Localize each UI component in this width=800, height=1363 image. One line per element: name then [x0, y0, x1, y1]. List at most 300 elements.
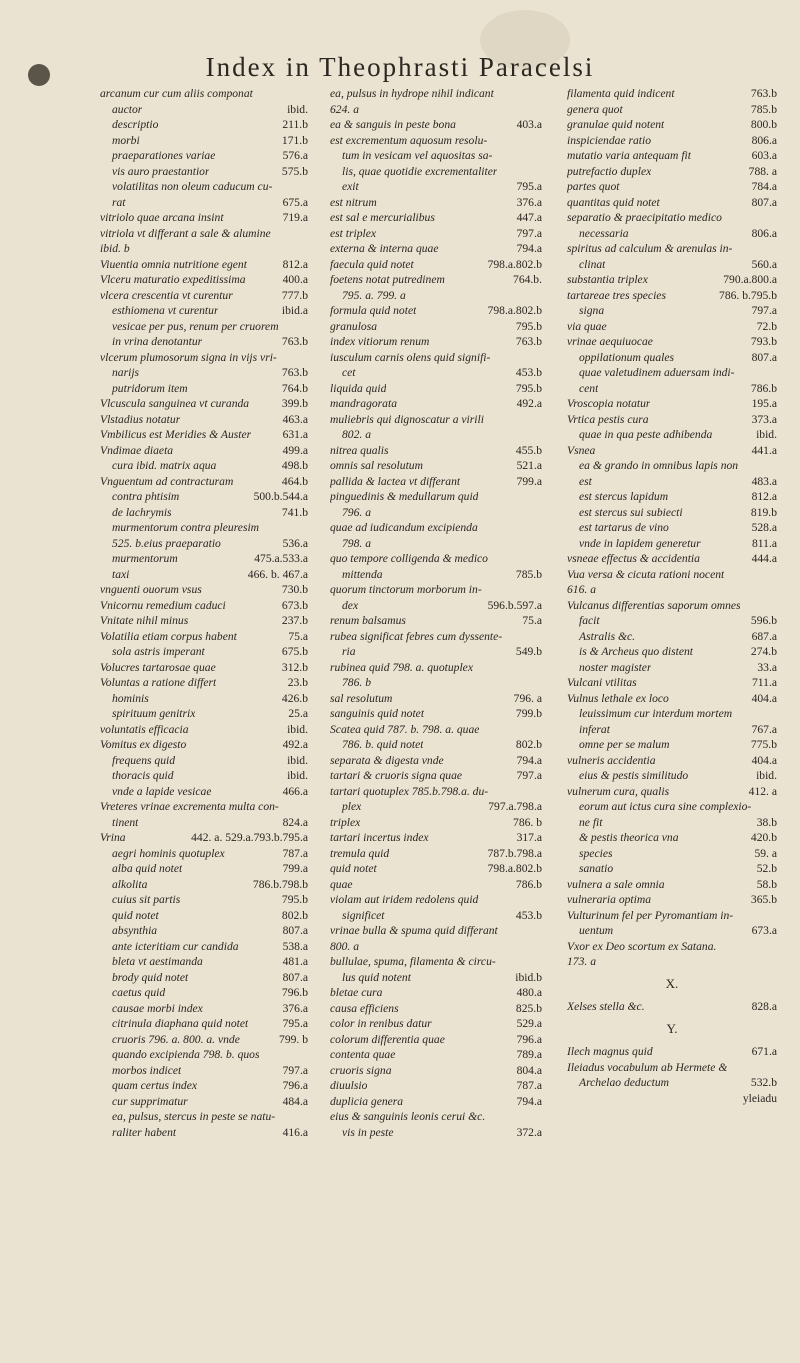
index-entry [330, 179, 542, 195]
index-entry [330, 381, 542, 397]
index-entry [567, 1060, 777, 1076]
entry-page-ref: 372.a [516, 1125, 542, 1139]
index-entry [567, 210, 777, 226]
entry-page-ref: 787.b.798.a [487, 846, 542, 860]
entry-term: faecula quid notet [330, 257, 414, 271]
index-entry [100, 350, 308, 366]
entry-term: cruoris 796. a. 800. a. vnde [112, 1032, 240, 1046]
index-entry [100, 474, 308, 490]
entry-term: est triplex [330, 226, 377, 240]
index-entry [567, 148, 777, 164]
entry-page-ref: 528.a [751, 521, 777, 534]
entry-term: Viuentia omnia nutritione egent [100, 257, 247, 271]
index-entry [330, 1109, 542, 1125]
index-entry [100, 303, 308, 319]
entry-term: 624. a [330, 102, 359, 116]
index-entry [100, 567, 308, 583]
entry-page-ref: 484.a [282, 1094, 308, 1108]
index-entry [567, 846, 777, 862]
index-entry [567, 613, 777, 629]
index-entry [330, 1032, 542, 1048]
entry-term: 795. a. 799. a [342, 288, 406, 302]
entry-page-ref: 75.a [522, 614, 542, 627]
index-entry [100, 768, 308, 784]
entry-term: quid notet [112, 908, 159, 922]
entry-page-ref: 796.a [516, 1032, 542, 1046]
index-entry [100, 334, 308, 350]
index-entry [330, 908, 542, 924]
index-entry [330, 660, 542, 676]
entry-page-ref: 481.a [282, 955, 308, 968]
entry-page-ref: 404.a [751, 691, 777, 705]
entry-page-ref: 797.a [751, 304, 777, 317]
entry-term: esthiomena vt curentur [112, 304, 219, 317]
index-entry [100, 830, 308, 846]
index-entry [330, 613, 542, 629]
entry-term: alba quid notet [112, 862, 183, 875]
index-entry [567, 381, 777, 397]
entry-page-ref: 52.b [756, 862, 777, 875]
index-entry [100, 86, 308, 102]
entry-page-ref: 25.a [288, 707, 308, 720]
index-entry [100, 923, 308, 939]
entry-term: voluntatis efficacia [100, 722, 189, 736]
entry-term: mandragorata [330, 397, 397, 410]
entry-term: 798. a [342, 536, 371, 550]
index-entry [100, 226, 308, 242]
index-entry [330, 288, 542, 304]
index-entry [567, 427, 777, 443]
entry-term: vsneae effectus & accidentia [567, 552, 700, 565]
entry-page-ref: 807.a [282, 970, 308, 984]
entry-term: tinent [112, 815, 139, 829]
index-entry [567, 520, 777, 536]
index-entry [567, 1075, 777, 1091]
index-entry [330, 102, 542, 118]
entry-page-ref: 795.a [282, 1017, 308, 1030]
index-entry [330, 799, 542, 815]
entry-term: spirituum genitrix [112, 707, 196, 720]
index-entry [567, 598, 777, 614]
entry-term: vnde a lapide vesicae [112, 784, 212, 798]
entry-page-ref: 376.a [282, 1001, 308, 1015]
entry-page-ref: 675.a [282, 195, 308, 209]
entry-term: Vrina [100, 831, 126, 844]
entry-page-ref: 404.a [751, 753, 777, 767]
entry-page-ref: 763.b [281, 366, 308, 379]
entry-term: Voluntas a ratione differt [100, 676, 217, 689]
index-entry [330, 505, 542, 521]
entry-term: sal resolutum [330, 691, 393, 705]
entry-term: Vndimae diaeta [100, 443, 174, 457]
entry-term: bullulae, spuma, filamenta & circu- [330, 955, 496, 968]
entry-term: alkolita [112, 877, 148, 891]
index-entry [567, 908, 777, 924]
entry-page-ref: 786.b [515, 877, 542, 891]
entry-term: colorum differentia quae [330, 1032, 445, 1046]
entry-term: arcanum cur cum aliis componat [100, 87, 253, 100]
index-entry [330, 954, 542, 970]
entry-term: tartari incertus index [330, 831, 429, 844]
entry-term: separata & digesta vnde [330, 753, 444, 767]
entry-page-ref: 416.a [282, 1125, 308, 1139]
entry-term: ibid. b [100, 242, 130, 255]
entry-term: genera quot [567, 102, 623, 116]
index-entry [330, 334, 542, 350]
index-entry [567, 319, 777, 335]
entry-term: violam aut iridem redolens quid [330, 893, 479, 906]
entry-term: vrinae bulla & spuma quid differant [330, 924, 498, 937]
entry-page-ref: ibid. [756, 769, 777, 782]
entry-term: foetens notat putredinem [330, 273, 445, 286]
entry-page-ref: 787.a [516, 1079, 542, 1092]
entry-term: cura ibid. matrix aqua [112, 459, 217, 472]
index-entry [100, 722, 308, 738]
entry-term: substantia triplex [567, 273, 648, 286]
entry-term: morbos indicet [112, 1063, 182, 1077]
index-entry [567, 396, 777, 412]
index-entry [567, 474, 777, 490]
entry-term: vis auro praestantior [112, 164, 210, 178]
index-entry [330, 226, 542, 242]
entry-term: 786. b. quid notet [342, 738, 424, 751]
entry-page-ref: 799.b [515, 707, 542, 720]
entry-term: vis in peste [342, 1125, 394, 1139]
entry-page-ref: ibid. [287, 102, 308, 116]
index-entry [567, 675, 777, 691]
entry-page-ref: 798.a.802.b [487, 862, 542, 875]
entry-term: nitrea qualis [330, 443, 389, 457]
entry-term: lis, quae quotidie excrementaliter [342, 164, 498, 178]
index-entry [100, 365, 308, 381]
index-entry [330, 768, 542, 784]
index-entry [100, 412, 308, 428]
entry-term: 800. a [330, 939, 359, 953]
index-entry [100, 489, 308, 505]
index-entry [567, 489, 777, 505]
index-column-2 [330, 86, 542, 1140]
entry-term: contenta quae [330, 1048, 396, 1061]
index-entry [100, 1047, 308, 1063]
entry-term: frequens quid [112, 753, 176, 767]
entry-term: spiritus ad calculum & arenulas in- [567, 242, 733, 255]
index-entry [567, 133, 777, 149]
entry-term: vitriolo quae arcana insint [100, 211, 224, 224]
entry-page-ref: 784.a [751, 180, 777, 193]
entry-page-ref: 33.a [757, 660, 777, 674]
entry-term: rubinea quid 798. a. quotuplex [330, 660, 473, 674]
index-entry [330, 939, 542, 955]
entry-term: sanguinis quid notet [330, 707, 425, 720]
entry-page-ref: 442. a. 529.a.793.b.795.a [191, 831, 308, 844]
index-column-1 [100, 86, 308, 1140]
index-entry [330, 706, 542, 722]
entry-page-ref: 399.b [281, 397, 308, 410]
entry-page-ref: 529.a [516, 1017, 542, 1030]
entry-term: eius & pestis similitudo [579, 769, 689, 782]
entry-page-ref: 483.a [751, 474, 777, 488]
entry-page-ref: 795.b [281, 893, 308, 906]
entry-term: quo tempore colligenda & medico [330, 552, 488, 565]
entry-page-ref: 536.a [282, 536, 308, 550]
index-entry [100, 319, 308, 335]
entry-page-ref: 464.b [281, 474, 308, 488]
entry-page-ref: 466.a [282, 784, 308, 798]
entry-page-ref: 59. a [754, 846, 777, 860]
entry-term: Vulcanus differentias saporum omnes [567, 598, 741, 612]
index-entry [100, 598, 308, 614]
entry-term: liquida quid [330, 381, 387, 395]
entry-page-ref: 376.a [516, 195, 542, 209]
index-entry [567, 179, 777, 195]
entry-term: bleta vt aestimanda [112, 955, 203, 968]
entry-term: oppilationum quales [579, 350, 675, 364]
entry-page-ref: 819.b [750, 505, 777, 519]
entry-page-ref: 237.b [281, 614, 308, 627]
index-entry [567, 1091, 777, 1107]
index-entry [330, 598, 542, 614]
index-entry [567, 660, 777, 676]
index-entry [100, 861, 308, 877]
entry-term: 616. a [567, 583, 596, 596]
index-entry [567, 753, 777, 769]
index-entry [330, 815, 542, 831]
index-entry [330, 1001, 542, 1017]
index-entry [330, 443, 542, 459]
entry-page-ref: 576.a [282, 149, 308, 162]
entry-page-ref: 788. a [748, 164, 777, 178]
index-entry [100, 458, 308, 474]
entry-page-ref: 785.b [750, 102, 777, 116]
entry-page-ref: 767.a [751, 722, 777, 736]
entry-page-ref: 811.a [751, 536, 777, 550]
entry-term: est stercus sui subiecti [579, 505, 683, 519]
index-entry [567, 799, 777, 815]
entry-term: Vlstadius notatur [100, 412, 181, 426]
entry-term: eorum aut ictus cura sine complexio- [579, 800, 752, 813]
entry-page-ref: 786. b [513, 815, 542, 829]
index-entry [100, 784, 308, 800]
entry-page-ref: yleiadu [742, 1091, 777, 1105]
entry-term: 802. a [342, 428, 371, 441]
entry-term: brody quid notet [112, 970, 189, 984]
entry-term: 173. a [567, 955, 596, 968]
entry-page-ref: 596.b.597.a [487, 598, 542, 612]
entry-term: index vitiorum renum [330, 335, 430, 348]
entry-page-ref: 447.a [516, 211, 542, 224]
index-entry [567, 102, 777, 118]
index-entry [330, 257, 542, 273]
index-entry [567, 999, 777, 1015]
entry-term: thoracis quid [112, 769, 174, 782]
entry-page-ref: 764.b [281, 381, 308, 395]
entry-term: Vroscopia notatur [567, 397, 651, 410]
index-entry [567, 567, 777, 583]
entry-term: causa efficiens [330, 1001, 399, 1015]
entry-term: descriptio [112, 118, 159, 131]
index-entry [567, 164, 777, 180]
entry-term: muliebris qui dignoscatur a virili [330, 412, 484, 426]
entry-page-ref: 492.a [282, 738, 308, 751]
entry-term: Ilech magnus quid [567, 1045, 653, 1058]
entry-term: pinguedinis & medullarum quid [330, 490, 479, 503]
entry-page-ref: 532.b [750, 1076, 777, 1089]
index-entry [330, 877, 542, 893]
index-entry [330, 892, 542, 908]
entry-term: via quae [567, 319, 607, 333]
entry-term: triplex [330, 815, 361, 829]
entry-term: Vulnus lethale ex loco [567, 691, 669, 705]
entry-term: iusculum carnis olens quid signifi- [330, 350, 491, 364]
entry-page-ref: 480.a [516, 986, 542, 999]
entry-term: & pestis theorica vna [579, 831, 679, 844]
entry-term: formula quid notet [330, 304, 417, 317]
index-entry [100, 148, 308, 164]
entry-page-ref: 675.b [281, 645, 308, 658]
entry-term: necessaria [579, 226, 629, 240]
entry-term: Vrtica pestis cura [567, 412, 649, 426]
entry-term: cur supprimatur [112, 1094, 188, 1108]
entry-term: Vulturinum fel per Pyromantiam in- [567, 908, 734, 922]
index-entry [330, 458, 542, 474]
entry-page-ref: 802.b [281, 908, 308, 922]
entry-term: Vua versa & cicuta rationi nocent [567, 567, 725, 581]
entry-term: putridorum item [112, 381, 188, 395]
index-entry [330, 133, 542, 149]
entry-term: sola astris imperant [112, 645, 205, 658]
entry-term: sanatio [579, 862, 614, 875]
index-entry [100, 1094, 308, 1110]
entry-term: Astralis &c. [579, 629, 636, 643]
entry-term: contra phtisim [112, 490, 180, 503]
index-entry [100, 908, 308, 924]
entry-page-ref: 23.b [287, 676, 308, 689]
entry-page-ref: 463.a [282, 412, 308, 426]
entry-term: est tartarus de vino [579, 521, 669, 534]
entry-page-ref: 171.b [281, 133, 308, 147]
entry-page-ref: 492.a [516, 397, 542, 410]
entry-page-ref: 807.a [751, 350, 777, 364]
entry-term: aegri hominis quotuplex [112, 846, 225, 860]
index-entry [100, 1016, 308, 1032]
entry-page-ref: 828.a [751, 1000, 777, 1013]
entry-page-ref: 777.b [281, 288, 308, 302]
index-entry [330, 861, 542, 877]
entry-page-ref: 38.b [756, 815, 777, 829]
entry-term: partes quot [567, 180, 620, 193]
entry-term: vnde in lapidem generetur [579, 536, 701, 550]
index-entry [567, 350, 777, 366]
index-entry [567, 536, 777, 552]
entry-term: vitriola vt differant a sale & alumine [100, 226, 271, 240]
entry-page-ref: 687.a [751, 629, 777, 643]
index-entry [567, 768, 777, 784]
index-entry [567, 195, 777, 211]
entry-term: morbi [112, 133, 140, 147]
entry-term: 796. a [342, 505, 371, 519]
entry-page-ref: 800.b [750, 118, 777, 131]
index-entry [330, 272, 542, 288]
index-entry [100, 753, 308, 769]
entry-term: rat [112, 195, 126, 209]
entry-page-ref: 794.a [516, 753, 542, 767]
entry-page-ref: 373.a [751, 412, 777, 426]
index-entry [330, 691, 542, 707]
entry-page-ref: 807.a [751, 195, 777, 209]
entry-term: citrinula diaphana quid notet [112, 1017, 249, 1030]
entry-term: Vlceru maturatio expeditissima [100, 273, 246, 286]
entry-term: auctor [112, 102, 143, 116]
index-entry [330, 303, 542, 319]
entry-term: color in renibus datur [330, 1017, 432, 1030]
entry-page-ref: 521.a [516, 459, 542, 472]
index-entry [330, 567, 542, 583]
entry-page-ref: 794.a [516, 1094, 542, 1108]
index-entry [330, 1094, 542, 1110]
entry-term: lus quid notent [342, 970, 411, 984]
entry-page-ref: 797.a [516, 226, 542, 240]
entry-term: cet [342, 366, 356, 379]
entry-page-ref: 794.a [516, 242, 542, 255]
entry-term: vlcera crescentia vt curentur [100, 288, 233, 302]
entry-page-ref: 575.b [281, 164, 308, 178]
index-entry [100, 1125, 308, 1141]
index-entry [567, 954, 777, 970]
entry-term: Vnitate nihil minus [100, 614, 189, 627]
index-entry [100, 195, 308, 211]
entry-term: putrefactio duplex [567, 164, 652, 178]
entry-term: cent [579, 381, 599, 395]
entry-page-ref: 365.b [750, 893, 777, 906]
entry-term: pallida & lactea vt differant [330, 474, 461, 488]
entry-page-ref: 719.a [282, 211, 308, 224]
entry-term: mutatio varia antequam fit [567, 149, 691, 162]
entry-term: causae morbi index [112, 1001, 203, 1015]
index-entry [567, 861, 777, 877]
entry-term: leuissimum cur interdum mortem [579, 707, 733, 720]
index-entry [567, 691, 777, 707]
entry-page-ref: 802.b [515, 738, 542, 751]
entry-page-ref: 796.a [282, 1079, 308, 1092]
entry-page-ref: 795.b [515, 381, 542, 395]
index-entry [100, 939, 308, 955]
index-entry [100, 660, 308, 676]
entry-term: ea & grando in omnibus lapis non [579, 459, 739, 472]
index-entry [100, 706, 308, 722]
index-entry [330, 722, 542, 738]
index-entry [567, 272, 777, 288]
entry-term: Vlcuscula sanguinea vt curanda [100, 397, 250, 410]
index-entry [100, 737, 308, 753]
entry-page-ref: 671.a [751, 1045, 777, 1058]
entry-page-ref: 812.a [282, 257, 308, 271]
entry-page-ref: 75.a [288, 629, 308, 643]
entry-page-ref: 403.a [516, 118, 542, 131]
entry-term: est [579, 474, 592, 488]
entry-term: Scatea quid 787. b. 798. a. quae [330, 722, 480, 736]
entry-term: praeparationes variae [112, 149, 216, 162]
index-entry [100, 691, 308, 707]
entry-term: in vrina denotantur [112, 335, 203, 348]
index-entry [330, 365, 542, 381]
index-entry [100, 799, 308, 815]
entry-term: separatio & praecipitatio medico [567, 211, 722, 224]
entry-page-ref: 799. b [279, 1032, 308, 1046]
index-entry [100, 536, 308, 552]
index-entry [100, 985, 308, 1001]
entry-term: 786. b [342, 676, 371, 689]
index-entry [330, 923, 542, 939]
